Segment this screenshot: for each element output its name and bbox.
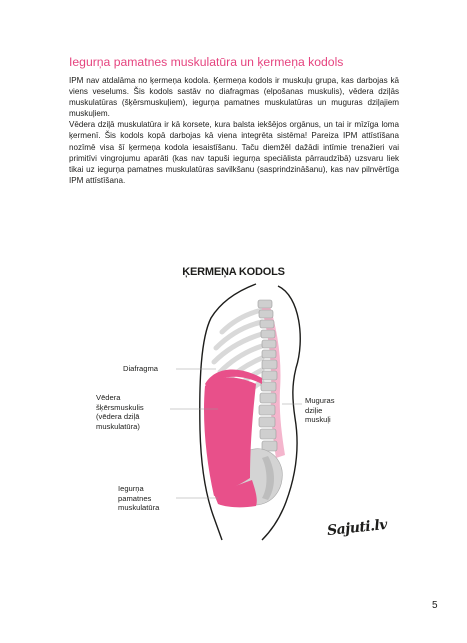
label-pelvic-floor: Iegurņa pamatnes muskulatūra <box>118 484 160 513</box>
label-deep-back-muscles: Muguras dziļie muskuļi <box>305 396 335 425</box>
label-diaphragm: Diafragma <box>123 364 159 373</box>
signature-logo: Sajuti.lv <box>326 516 388 540</box>
transverse-abdominis-muscle <box>204 377 256 496</box>
label-transverse-abdominis: Vēdera šķērsmuskulis (vēdera dziļā muskulatūra) <box>96 393 144 431</box>
paragraph-1: IPM nav atdalāma no ķermeņa kodola. Ķermeņa kodols ir muskuļu grupa, kas darbojas kā viens veselums. Šis kodols sastāv no diafragmas (elpošanas muskulis), vēdera dziļās muskulatūras (šķērsmuskuļiem), iegurņa pamatnes muskulatūras un muguras dziļajiem muskuļiem. <box>69 76 399 119</box>
section-heading: Iegurņa pamatnes muskulatūra un ķermeņa kodols <box>69 55 344 69</box>
paragraph-2: Vēdera dziļā muskulatūra ir kā korsete, kura balsta iekšējos orgānus, un tai ir mīzīga loma ķermenī. Šis kodols kopā darbojas kā viena integrēta sistēma! Pareiza IPM attīstīšana nozīmē visa šī ķermeņa kodola iesaistīšanu. Taču diemžēl dažādi intīmie trenažieri vai primitīvi vingrojumu aparāti (kas nav tapuši iegurņa speciālista pārraudzībā) uzsvaru liek tikai uz iegurņa pamatnes muskulatūras savilkšanu (sasprindzināšanu), kas nav pilnvērtīga IPM attīstīšana. <box>69 120 399 185</box>
figure-title: ĶERMEŅA KODOLS <box>182 266 285 278</box>
page-number: 5 <box>432 600 438 611</box>
